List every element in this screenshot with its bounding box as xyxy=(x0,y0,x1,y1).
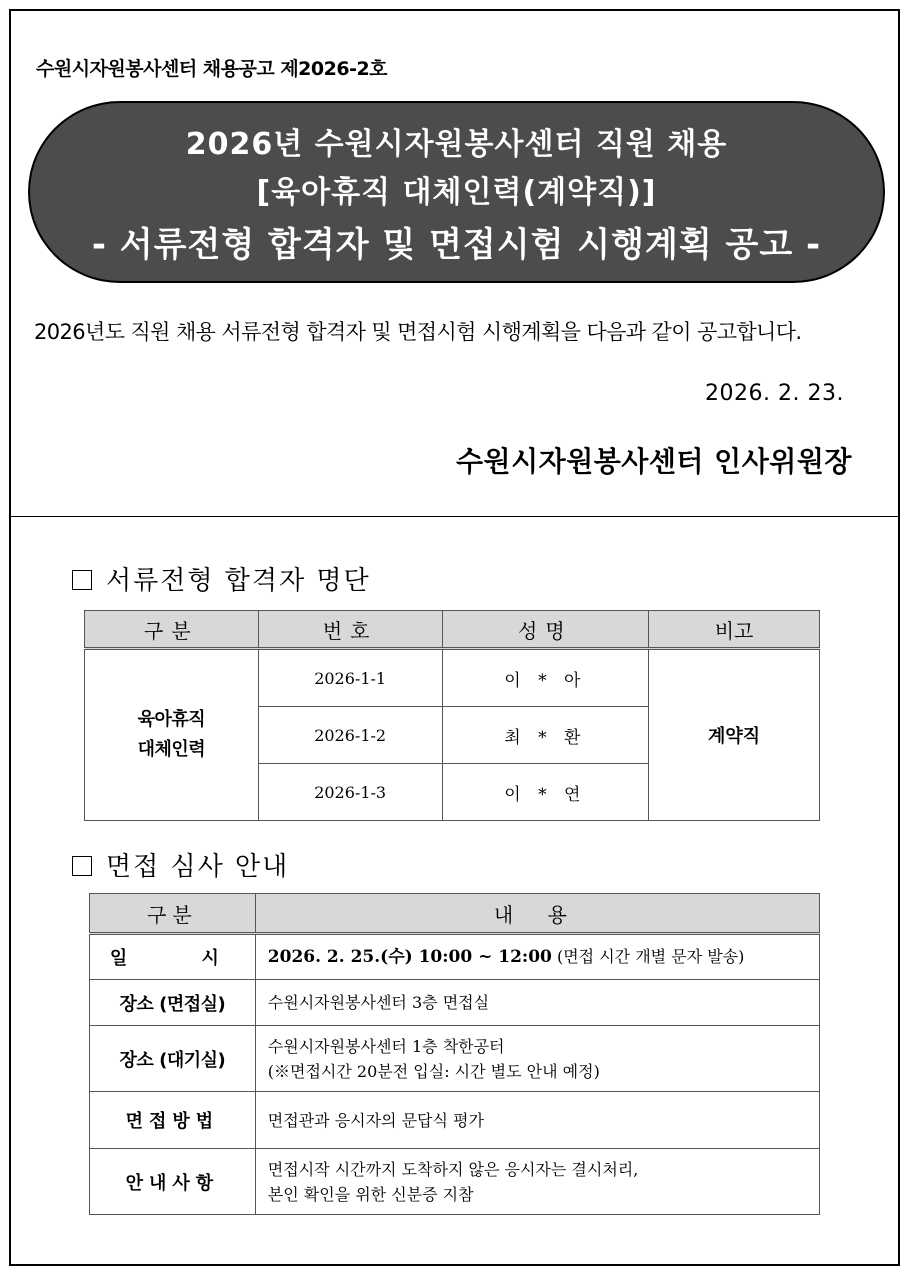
intro-text: 2026년도 직원 채용 서류전형 합격자 및 면접시험 시행계획을 다음과 같이 공고합니다. xyxy=(34,320,802,344)
waiting-room-line2: (※면접시간 20분전 입실: 시간 별도 안내 예정) xyxy=(267,1061,600,1081)
row-value-interview-room: 수원시자원봉사센터 3층 면접실 xyxy=(255,980,819,1026)
header-name: 성명 xyxy=(442,611,649,649)
passers-table xyxy=(84,610,820,821)
banner-title-line3: - 서류전형 합격자 및 면접시험 시행계획 공고 - xyxy=(91,225,822,265)
table-row xyxy=(90,980,820,1026)
section-title-interview xyxy=(72,846,289,883)
banner-title-line2: [육아휴직 대체인력(계약직)] xyxy=(256,175,657,210)
banner-title-line1: 2026년 수원시자원봉사센터 직원 채용 xyxy=(185,127,728,162)
interview-table xyxy=(89,893,820,1215)
notice-line1: 면접시작 시간까지 도착하지 않은 응시자는 결시처리, xyxy=(267,1159,639,1179)
table-header-row xyxy=(90,894,820,934)
row-label-notice: 안내사항 xyxy=(90,1149,256,1215)
datetime-note: (면접 시간 개별 문자 발송) xyxy=(551,947,745,966)
table-row xyxy=(90,1026,820,1092)
table-row xyxy=(90,1149,820,1215)
row-value-notice xyxy=(255,1149,819,1215)
table-row xyxy=(90,934,820,980)
category-line2: 대체인력 xyxy=(137,739,206,760)
section-divider xyxy=(9,516,900,517)
note-cell: 계약직 xyxy=(649,649,820,821)
header-category: 구분 xyxy=(90,894,256,934)
checkbox-bullet-icon xyxy=(72,856,92,876)
row-value-waiting-room xyxy=(255,1026,819,1092)
category-cell xyxy=(85,649,259,821)
category-line1: 육아휴직 xyxy=(137,709,206,730)
row-label-datetime: 일 시 xyxy=(90,934,256,980)
section-title-text: 서류전형 합격자 명단 xyxy=(106,566,371,596)
header-number: 번호 xyxy=(258,611,442,649)
table-row xyxy=(85,649,820,707)
title-banner xyxy=(28,101,885,283)
issuer-name: 수원시자원봉사센터 인사위원장 xyxy=(456,445,852,478)
datetime-value: 2026. 2. 25.(수) 10:00 ~ 12:00 xyxy=(267,947,552,967)
row-label-method: 면접방법 xyxy=(90,1092,256,1149)
notice-line2: 본인 확인을 위한 신분증 지참 xyxy=(267,1184,474,1204)
section-title-text: 면접 심사 안내 xyxy=(106,852,290,882)
applicant-name: 이 * 아 xyxy=(442,649,649,707)
section-title-passers xyxy=(72,560,371,597)
applicant-number: 2026-1-3 xyxy=(258,764,442,821)
notice-date: 2026. 2. 23. xyxy=(705,381,844,406)
notice-number: 수원시자원봉사센터 채용공고 제2026-2호 xyxy=(36,58,388,80)
applicant-number: 2026-1-2 xyxy=(258,707,442,764)
applicant-name: 최 * 환 xyxy=(442,707,649,764)
header-content: 내 용 xyxy=(255,894,819,934)
row-label-waiting-room: 장소 (대기실) xyxy=(90,1026,256,1092)
checkbox-bullet-icon xyxy=(72,570,92,590)
row-value-datetime xyxy=(255,934,819,980)
header-note: 비고 xyxy=(649,611,820,649)
header-category: 구분 xyxy=(85,611,259,649)
applicant-name: 이 * 연 xyxy=(442,764,649,821)
row-label-interview-room: 장소 (면접실) xyxy=(90,980,256,1026)
applicant-number: 2026-1-1 xyxy=(258,649,442,707)
table-row xyxy=(90,1092,820,1149)
table-header-row xyxy=(85,611,820,649)
row-value-method: 면접관과 응시자의 문답식 평가 xyxy=(255,1092,819,1149)
waiting-room-line1: 수원시자원봉사센터 1층 착한공터 xyxy=(267,1036,505,1056)
